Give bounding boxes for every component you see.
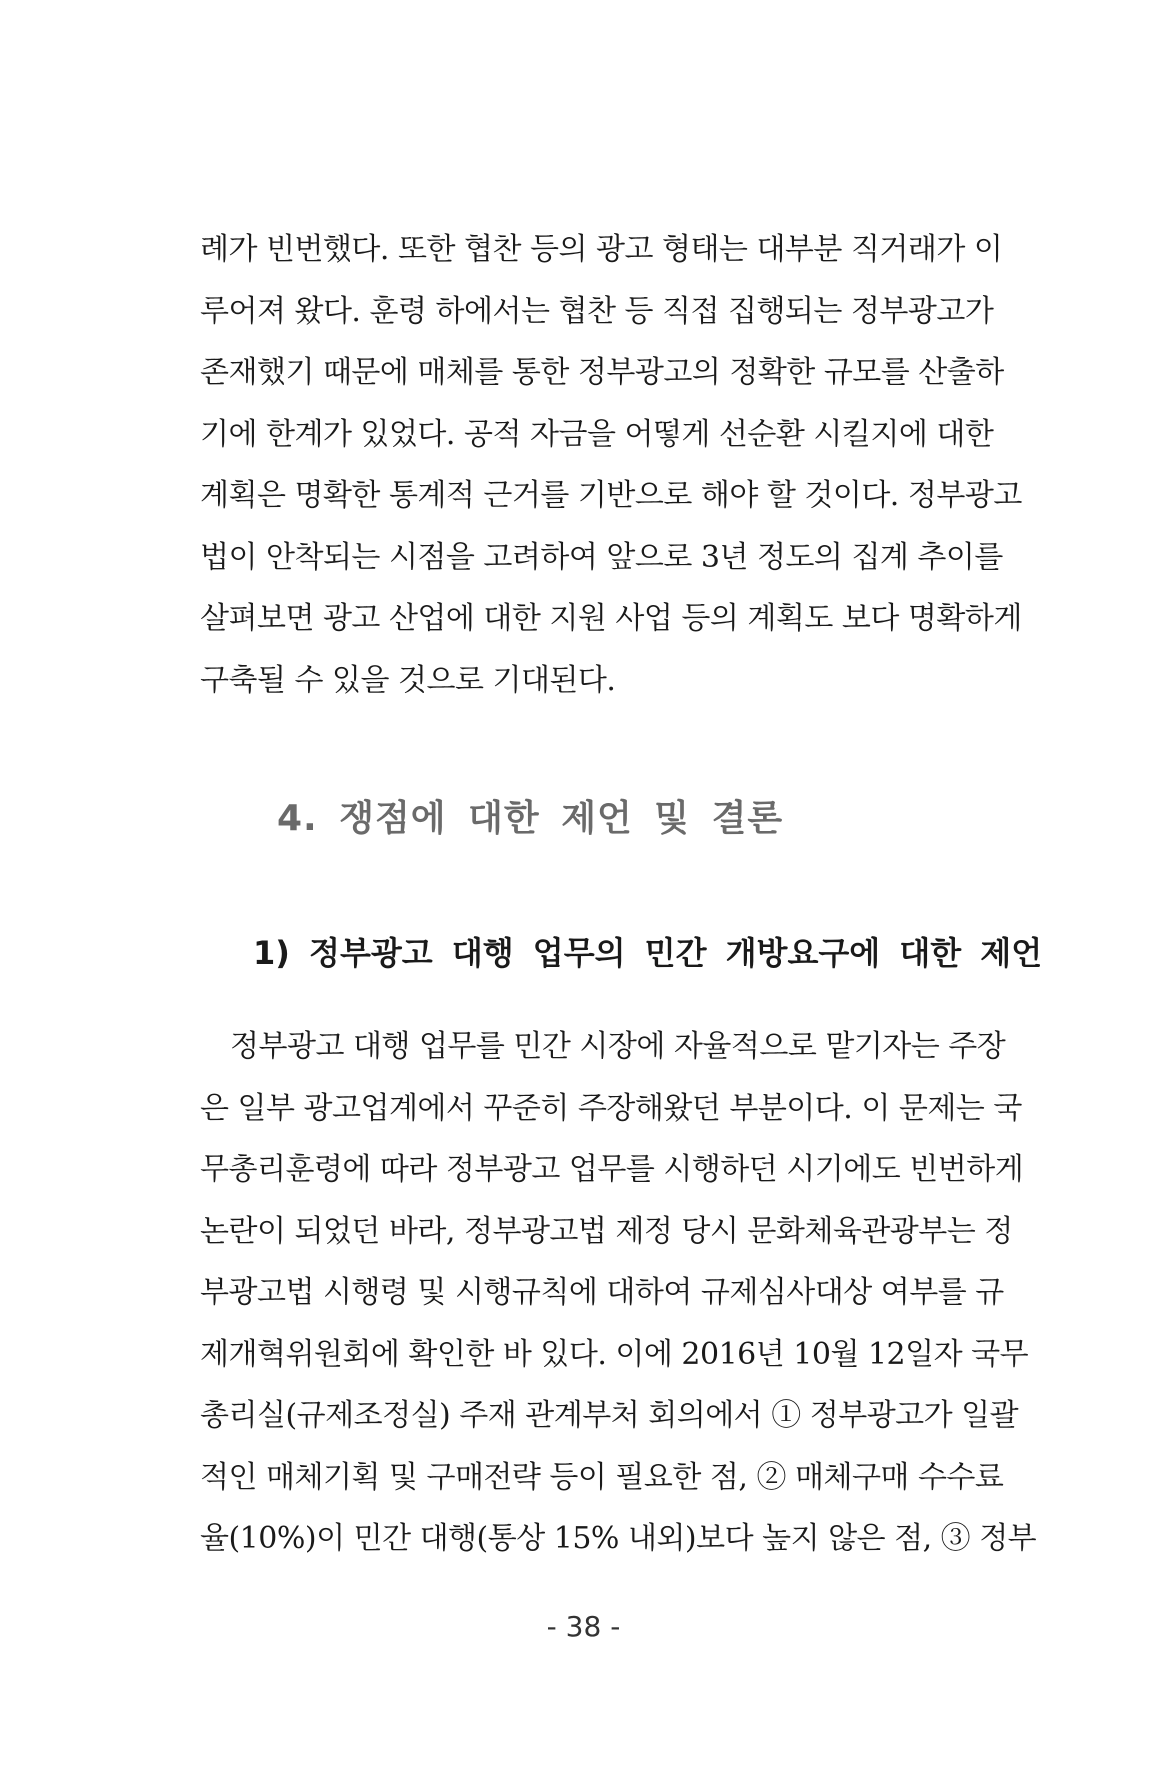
- text-line: 기에 한계가 있었다. 공적 자금을 어떻게 선순환 시킬지에 대한: [200, 416, 994, 452]
- body-paragraph: [200, 219, 1022, 711]
- body-paragraph: [200, 1016, 1037, 1570]
- text-line: 논란이 되었던 바라, 정부광고법 제정 당시 문화체육관광부는 정: [200, 1213, 1013, 1249]
- section-heading: 4. 쟁점에 대한 제언 및 결론: [277, 798, 784, 839]
- text-line: 법이 안착되는 시점을 고려하여 앞으로 3년 정도의 집계 추이를: [200, 539, 1003, 575]
- text-line: 제개혁위원회에 확인한 바 있다. 이에 2016년 10월 12일자 국무: [200, 1336, 1029, 1372]
- text-line: 루어져 왔다. 훈령 하에서는 협찬 등 직접 집행되는 정부광고가: [200, 293, 994, 329]
- text-line: 계획은 명확한 통계적 근거를 기반으로 해야 할 것이다. 정부광고: [200, 478, 1022, 513]
- text-line: 례가 빈번했다. 또한 협찬 등의 광고 형태는 대부분 직거래가 이: [200, 232, 1003, 267]
- text-line: 율(10%)이 민간 대행(통상 15% 내외)보다 높지 않은 점, ③ 정부: [200, 1521, 1037, 1556]
- text-line: 은 일부 광고업계에서 꾸준히 주장해왔던 부분이다. 이 문제는 국: [200, 1090, 1022, 1126]
- page-number: - 38 -: [546, 1610, 621, 1643]
- sub-heading: 1) 정부광고 대행 업무의 민간 개방요구에 대한 제언: [253, 934, 1043, 972]
- text-line: 부광고법 시행령 및 시행규칙에 대하여 규제심사대상 여부를 규: [200, 1275, 1004, 1310]
- text-line: 정부광고 대행 업무를 민간 시장에 자율적으로 맡기자는 주장: [230, 1029, 1006, 1064]
- text-line: 적인 매체기획 및 구매전략 등이 필요한 점, ② 매체구매 수수료: [200, 1459, 1004, 1495]
- text-line: 구축될 수 있을 것으로 기대된다.: [200, 662, 616, 698]
- text-line: 존재했기 때문에 매체를 통한 정부광고의 정확한 규모를 산출하: [200, 355, 1004, 390]
- text-line: 살펴보면 광고 산업에 대한 지원 사업 등의 계획도 보다 명확하게: [200, 601, 1022, 636]
- text-line: 무총리훈령에 따라 정부광고 업무를 시행하던 시기에도 빈번하게: [200, 1152, 1024, 1187]
- text-line: 총리실(규제조정실) 주재 관계부처 회의에서 ① 정부광고가 일괄: [200, 1398, 1019, 1433]
